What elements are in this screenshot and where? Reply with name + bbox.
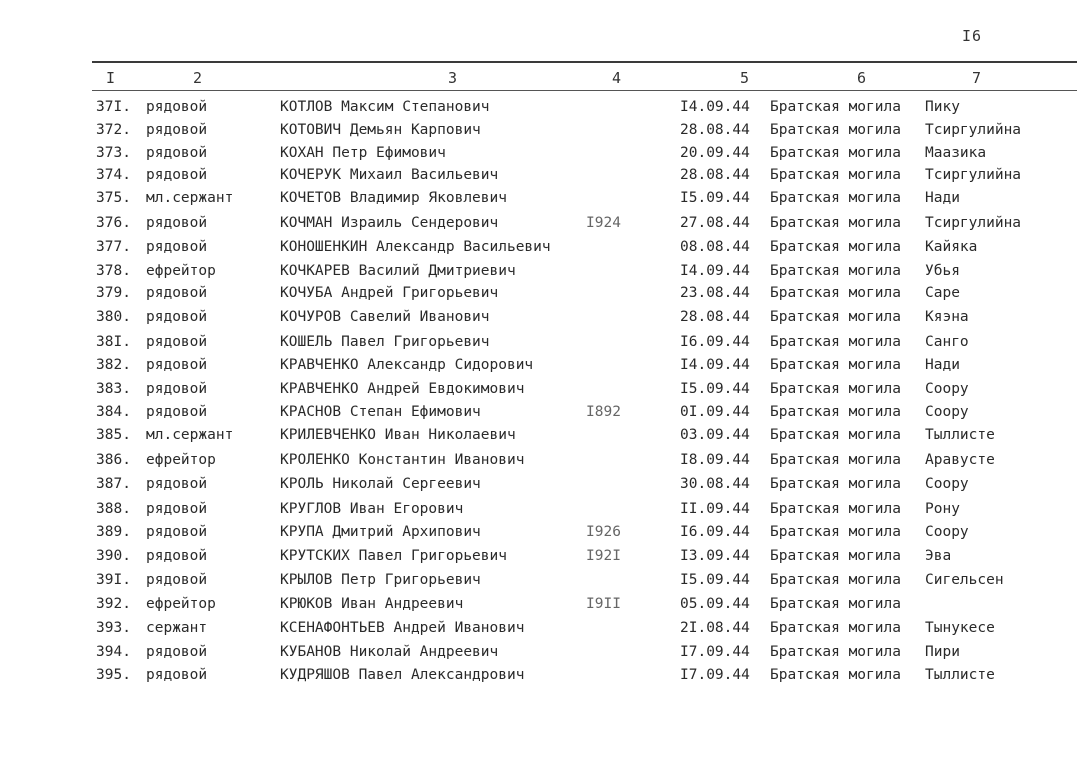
record-name: КОШЕЛЬ Павел Григорьевич (280, 334, 490, 350)
table-row (0, 306, 1082, 328)
record-burial-type: Братская могила (770, 667, 901, 683)
column-header-7: 7 (972, 69, 982, 87)
record-burial-type: Братская могила (770, 122, 901, 138)
record-rank: рядовой (146, 357, 208, 373)
table-row (0, 236, 1082, 258)
record-burial-place: Кяэна (925, 309, 969, 325)
table-row (0, 282, 1082, 304)
record-burial-type: Братская могила (770, 334, 901, 350)
record-burial-type: Братская могила (770, 167, 901, 183)
record-rank: рядовой (146, 548, 208, 564)
record-burial-place: Рону (925, 501, 960, 517)
record-name: КОЧКАРЕВ Василий Дмитриевич (280, 263, 516, 279)
record-death-date: 28.08.44 (680, 122, 750, 138)
table-row (0, 378, 1082, 400)
record-name: КРУГЛОВ Иван Егорович (280, 501, 464, 517)
record-burial-place: Тсиргулийна (925, 215, 1022, 231)
record-rank: рядовой (146, 476, 208, 492)
record-name: КОНОШЕНКИН Александр Васильевич (280, 239, 551, 255)
record-rank: рядовой (146, 122, 208, 138)
record-name: КРАВЧЕНКО Андрей Евдокимович (280, 381, 525, 397)
column-header-5: 5 (740, 69, 750, 87)
record-name: КРАВЧЕНКО Александр Сидорович (280, 357, 534, 373)
record-number: 395. (96, 667, 131, 683)
record-death-date: I4.09.44 (680, 99, 750, 115)
record-burial-place: Тсиргулийна (925, 167, 1022, 183)
record-death-date: I7.09.44 (680, 644, 750, 660)
record-burial-place: Соору (925, 524, 969, 540)
record-name: КОХАН Петр Ефимович (280, 145, 446, 161)
table-row (0, 164, 1082, 186)
record-rank: мл.сержант (146, 427, 234, 443)
table-row (0, 593, 1082, 615)
table-row (0, 187, 1082, 209)
record-birth-year: I92I (586, 548, 621, 564)
record-number: 378. (96, 263, 131, 279)
record-number: 375. (96, 190, 131, 206)
record-burial-type: Братская могила (770, 427, 901, 443)
record-name: КОЧМАН Израиль Сендерович (280, 215, 499, 231)
record-number: 389. (96, 524, 131, 540)
record-burial-type: Братская могила (770, 357, 901, 373)
record-name: КОЧЕТОВ Владимир Яковлевич (280, 190, 507, 206)
record-death-date: 08.08.44 (680, 239, 750, 255)
record-number: 394. (96, 644, 131, 660)
record-burial-place: Тыллисте (925, 667, 995, 683)
record-birth-year: I924 (586, 215, 621, 231)
record-burial-place: Нади (925, 190, 960, 206)
record-name: КРИЛЕВЧЕНКО Иван Николаевич (280, 427, 516, 443)
record-burial-type: Братская могила (770, 239, 901, 255)
page-number: I6 (962, 27, 983, 45)
record-burial-place: Пири (925, 644, 960, 660)
table-row (0, 664, 1082, 686)
record-number: 379. (96, 285, 131, 301)
record-death-date: 2I.08.44 (680, 620, 750, 636)
table-row (0, 617, 1082, 639)
record-number: 388. (96, 501, 131, 517)
record-death-date: I3.09.44 (680, 548, 750, 564)
record-burial-type: Братская могила (770, 145, 901, 161)
record-number: 380. (96, 309, 131, 325)
record-death-date: I5.09.44 (680, 572, 750, 588)
record-death-date: 23.08.44 (680, 285, 750, 301)
record-name: КРЮКОВ Иван Андреевич (280, 596, 464, 612)
record-burial-place: Кайяка (925, 239, 978, 255)
record-death-date: 20.09.44 (680, 145, 750, 161)
record-rank: рядовой (146, 572, 208, 588)
record-burial-type: Братская могила (770, 548, 901, 564)
record-birth-year: I926 (586, 524, 621, 540)
record-name: КОЧУБА Андрей Григорьевич (280, 285, 499, 301)
record-name: КОТОВИЧ Демьян Карпович (280, 122, 481, 138)
record-death-date: I5.09.44 (680, 381, 750, 397)
record-burial-type: Братская могила (770, 190, 901, 206)
record-burial-place: Нади (925, 357, 960, 373)
record-number: 374. (96, 167, 131, 183)
record-burial-type: Братская могила (770, 620, 901, 636)
record-death-date: I8.09.44 (680, 452, 750, 468)
record-number: 385. (96, 427, 131, 443)
record-death-date: II.09.44 (680, 501, 750, 517)
table-row (0, 354, 1082, 376)
record-burial-type: Братская могила (770, 263, 901, 279)
table-row (0, 119, 1082, 141)
record-rank: ефрейтор (146, 263, 216, 279)
record-rank: рядовой (146, 524, 208, 540)
record-number: 393. (96, 620, 131, 636)
record-number: 390. (96, 548, 131, 564)
column-header-2: 2 (193, 69, 203, 87)
record-name: КОЧУРОВ Савелий Иванович (280, 309, 490, 325)
table-row (0, 521, 1082, 543)
table-row (0, 401, 1082, 423)
record-rank: рядовой (146, 404, 208, 420)
column-header-1: I (106, 69, 116, 87)
record-burial-place: Соору (925, 381, 969, 397)
record-name: КУДРЯШОВ Павел Александрович (280, 667, 525, 683)
record-name: КСЕНАФОНТЬЕВ Андрей Иванович (280, 620, 525, 636)
record-burial-place: Тынукесе (925, 620, 995, 636)
header-rule-top (92, 61, 1077, 63)
record-burial-place: Санго (925, 334, 969, 350)
column-header-3: 3 (448, 69, 458, 87)
record-burial-place: Убья (925, 263, 960, 279)
record-death-date: 03.09.44 (680, 427, 750, 443)
record-death-date: 28.08.44 (680, 167, 750, 183)
record-burial-place: Тсиргулийна (925, 122, 1022, 138)
record-burial-place: Пику (925, 99, 960, 115)
table-row (0, 545, 1082, 567)
record-birth-year: I9II (586, 596, 621, 612)
record-number: 392. (96, 596, 131, 612)
record-rank: сержант (146, 620, 208, 636)
record-name: КРЫЛОВ Петр Григорьевич (280, 572, 481, 588)
record-burial-place: Эва (925, 548, 952, 564)
table-row (0, 331, 1082, 353)
record-rank: рядовой (146, 667, 208, 683)
record-burial-type: Братская могила (770, 309, 901, 325)
record-burial-type: Братская могила (770, 452, 901, 468)
record-name: КУБАНОВ Николай Андреевич (280, 644, 499, 660)
record-burial-type: Братская могила (770, 476, 901, 492)
record-death-date: I6.09.44 (680, 334, 750, 350)
record-number: 377. (96, 239, 131, 255)
record-burial-type: Братская могила (770, 285, 901, 301)
record-rank: мл.сержант (146, 190, 234, 206)
record-name: КРУТСКИХ Павел Григорьевич (280, 548, 507, 564)
record-number: 382. (96, 357, 131, 373)
record-birth-year: I892 (586, 404, 621, 420)
record-death-date: 0I.09.44 (680, 404, 750, 420)
record-burial-place: Соору (925, 404, 969, 420)
record-number: 373. (96, 145, 131, 161)
column-header-4: 4 (612, 69, 622, 87)
record-rank: рядовой (146, 309, 208, 325)
record-rank: рядовой (146, 285, 208, 301)
record-rank: рядовой (146, 239, 208, 255)
header-rule-bottom (92, 90, 1077, 91)
record-number: 386. (96, 452, 131, 468)
record-number: 37I. (96, 99, 131, 115)
record-name: КОЧЕРУК Михаил Васильевич (280, 167, 499, 183)
record-name: КРАСНОВ Степан Ефимович (280, 404, 481, 420)
record-death-date: I6.09.44 (680, 524, 750, 540)
record-name: КРУПА Дмитрий Архипович (280, 524, 481, 540)
record-burial-type: Братская могила (770, 501, 901, 517)
record-rank: рядовой (146, 644, 208, 660)
record-burial-type: Братская могила (770, 644, 901, 660)
table-row (0, 260, 1082, 282)
record-rank: рядовой (146, 215, 208, 231)
record-number: 387. (96, 476, 131, 492)
table-row (0, 449, 1082, 471)
record-death-date: I5.09.44 (680, 190, 750, 206)
record-death-date: I4.09.44 (680, 263, 750, 279)
record-rank: рядовой (146, 167, 208, 183)
table-row (0, 641, 1082, 663)
record-death-date: 27.08.44 (680, 215, 750, 231)
record-burial-place: Саре (925, 285, 960, 301)
table-row (0, 424, 1082, 446)
table-row (0, 473, 1082, 495)
record-number: 38I. (96, 334, 131, 350)
record-burial-place: Аравусте (925, 452, 995, 468)
record-burial-type: Братская могила (770, 596, 901, 612)
record-burial-type: Братская могила (770, 572, 901, 588)
record-death-date: 05.09.44 (680, 596, 750, 612)
record-burial-place: Соору (925, 476, 969, 492)
record-death-date: I4.09.44 (680, 357, 750, 373)
record-name: КОТЛОВ Максим Степанович (280, 99, 490, 115)
record-burial-type: Братская могила (770, 215, 901, 231)
record-rank: ефрейтор (146, 596, 216, 612)
record-burial-place: Тыллисте (925, 427, 995, 443)
record-name: КРОЛЬ Николай Сергеевич (280, 476, 481, 492)
record-burial-place: Маазика (925, 145, 987, 161)
column-header-6: 6 (857, 69, 867, 87)
record-rank: рядовой (146, 334, 208, 350)
table-row (0, 212, 1082, 234)
record-number: 384. (96, 404, 131, 420)
record-death-date: I7.09.44 (680, 667, 750, 683)
table-row (0, 142, 1082, 164)
record-rank: рядовой (146, 501, 208, 517)
record-burial-type: Братская могила (770, 99, 901, 115)
record-death-date: 28.08.44 (680, 309, 750, 325)
record-rank: рядовой (146, 381, 208, 397)
record-rank: рядовой (146, 99, 208, 115)
record-number: 39I. (96, 572, 131, 588)
record-name: КРОЛЕНКО Константин Иванович (280, 452, 525, 468)
record-burial-type: Братская могила (770, 524, 901, 540)
table-row (0, 498, 1082, 520)
record-rank: рядовой (146, 145, 208, 161)
record-number: 376. (96, 215, 131, 231)
record-burial-type: Братская могила (770, 404, 901, 420)
record-burial-place: Сигельсен (925, 572, 1004, 588)
record-number: 383. (96, 381, 131, 397)
record-burial-type: Братская могила (770, 381, 901, 397)
table-row (0, 96, 1082, 118)
record-rank: ефрейтор (146, 452, 216, 468)
record-death-date: 30.08.44 (680, 476, 750, 492)
record-number: 372. (96, 122, 131, 138)
table-row (0, 569, 1082, 591)
